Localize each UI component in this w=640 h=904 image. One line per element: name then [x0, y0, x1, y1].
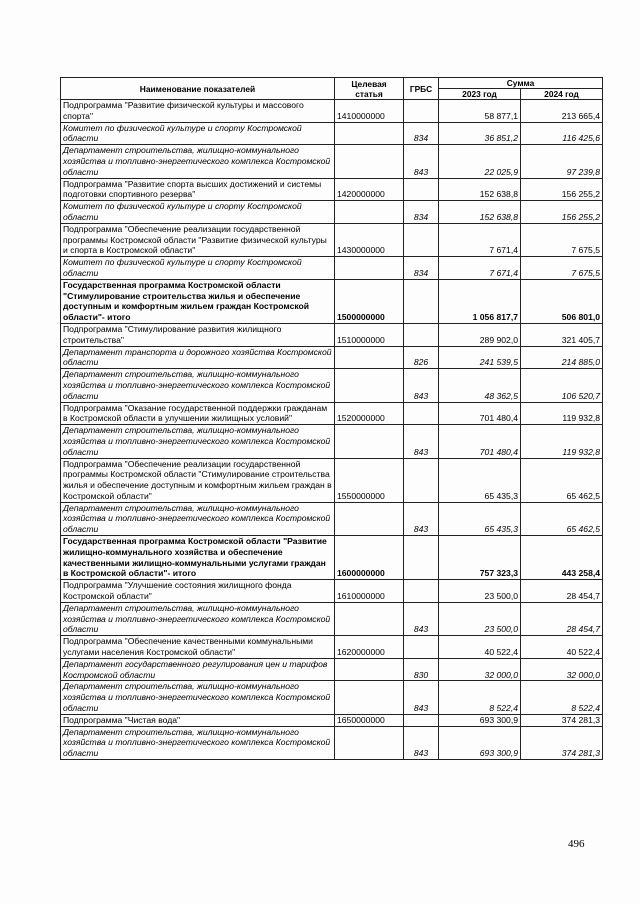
- row-2024-value: 40 522,4: [521, 636, 603, 659]
- header-year-2024: 2024 год: [521, 89, 603, 100]
- row-grbs-cell: [404, 178, 439, 201]
- row-code-cell: [335, 346, 404, 369]
- row-2024-value: 156 255,2: [521, 178, 603, 201]
- row-2023-value: 22 025,9: [439, 145, 521, 178]
- row-2023-value: 23 500,0: [439, 602, 521, 635]
- row-grbs-cell: 826: [404, 346, 439, 369]
- row-2024-value: 106 520,7: [521, 369, 603, 402]
- row-grbs-cell: 843: [404, 602, 439, 635]
- row-grbs-cell: 843: [404, 145, 439, 178]
- row-code-cell: 1430000000: [335, 223, 404, 256]
- row-name-cell: Департамент строительства, жилищно-коммунального хозяйства и топливно-энергетического комплекса Костромской области: [61, 681, 335, 714]
- subprogram-row: [61, 178, 603, 201]
- row-2024-value: 213 665,4: [521, 100, 603, 123]
- header-code: Целевая статья: [335, 78, 404, 100]
- row-name-cell: Государственная программа Костромской области "Развитие жилищно-коммунального хозяйства и обеспечение качественными жилищно-коммунальными услугами граждан в Костромской области"- итого: [61, 536, 335, 580]
- subprogram-row: [61, 580, 603, 603]
- row-code-cell: [335, 145, 404, 178]
- row-2023-value: 65 435,3: [439, 502, 521, 535]
- row-2023-value: 8 522,4: [439, 681, 521, 714]
- row-name-cell: Департамент строительства, жилищно-коммунального хозяйства и топливно-энергетического комплекса Костромской области: [61, 145, 335, 178]
- row-2023-value: 65 435,3: [439, 458, 521, 502]
- row-2023-value: 7 671,4: [439, 257, 521, 280]
- row-code-cell: [335, 122, 404, 145]
- row-code-cell: [335, 502, 404, 535]
- row-code-cell: [335, 257, 404, 280]
- row-name-cell: Подпрограмма "Стимулирование развития жилищного строительства": [61, 323, 335, 346]
- row-2024-value: 321 405,7: [521, 323, 603, 346]
- row-code-cell: 1500000000: [335, 279, 404, 323]
- row-2023-value: 40 522,4: [439, 636, 521, 659]
- row-2023-value: 1 056 817,7: [439, 279, 521, 323]
- row-name-cell: Департамент строительства, жилищно-коммунального хозяйства и топливно-энергетического комплекса Костромской области: [61, 369, 335, 402]
- row-code-cell: 1600000000: [335, 536, 404, 580]
- row-2024-value: 32 000,0: [521, 658, 603, 681]
- row-name-cell: Подпрограмма "Обеспечение качественными коммунальными услугами населения Костромской области": [61, 636, 335, 659]
- row-grbs-cell: [404, 402, 439, 425]
- row-code-cell: 1650000000: [335, 714, 404, 726]
- header-grbs: ГРБС: [404, 78, 439, 100]
- row-grbs-cell: 830: [404, 658, 439, 681]
- page-number: 496: [568, 838, 585, 850]
- row-name-cell: Комитет по физической культуре и спорту Костромской области: [61, 257, 335, 280]
- row-code-cell: 1550000000: [335, 458, 404, 502]
- subprogram-row: [61, 402, 603, 425]
- row-name-cell: Департамент государственного регулирования цен и тарифов Костромской области: [61, 658, 335, 681]
- subprogram-row: [61, 100, 603, 123]
- row-code-cell: [335, 201, 404, 224]
- row-2023-value: 701 480,4: [439, 425, 521, 458]
- department-row: [61, 658, 603, 681]
- row-grbs-cell: 834: [404, 257, 439, 280]
- row-name-cell: Комитет по физической культуре и спорту Костромской области: [61, 122, 335, 145]
- budget-table: [60, 77, 603, 760]
- row-grbs-cell: [404, 714, 439, 726]
- row-2024-value: 119 932,8: [521, 425, 603, 458]
- row-2024-value: 119 932,8: [521, 402, 603, 425]
- row-grbs-cell: [404, 536, 439, 580]
- subprogram-row: [61, 458, 603, 502]
- row-2024-value: 8 522,4: [521, 681, 603, 714]
- row-name-cell: Государственная программа Костромской области "Стимулирование строительства жилья и обеспечение доступным и комфортным жильем граждан Костромской области"- итого: [61, 279, 335, 323]
- department-row: [61, 145, 603, 178]
- row-grbs-cell: 843: [404, 681, 439, 714]
- row-grbs-cell: 843: [404, 425, 439, 458]
- row-2024-value: 116 425,6: [521, 122, 603, 145]
- row-2024-value: 214 885,0: [521, 346, 603, 369]
- row-name-cell: Департамент строительства, жилищно-коммунального хозяйства и топливно-энергетического комплекса Костромской области: [61, 502, 335, 535]
- row-name-cell: Департамент строительства, жилищно-коммунального хозяйства и топливно-энергетического комплекса Костромской области: [61, 726, 335, 759]
- row-2024-value: 7 675,5: [521, 257, 603, 280]
- row-grbs-cell: [404, 323, 439, 346]
- department-row: [61, 201, 603, 224]
- program-total-row: [61, 279, 603, 323]
- row-code-cell: 1610000000: [335, 580, 404, 603]
- row-name-cell: Департамент транспорта и дорожного хозяйства Костромской области: [61, 346, 335, 369]
- row-grbs-cell: [404, 458, 439, 502]
- table-header: [61, 78, 603, 100]
- row-grbs-cell: [404, 223, 439, 256]
- row-2023-value: 241 539,5: [439, 346, 521, 369]
- row-2023-value: 23 500,0: [439, 580, 521, 603]
- row-2024-value: 28 454,7: [521, 580, 603, 603]
- row-name-cell: Департамент строительства, жилищно-коммунального хозяйства и топливно-энергетического комплекса Костромской области: [61, 425, 335, 458]
- subprogram-row: [61, 223, 603, 256]
- row-2024-value: 374 281,3: [521, 714, 603, 726]
- row-code-cell: [335, 681, 404, 714]
- row-2024-value: 28 454,7: [521, 602, 603, 635]
- row-name-cell: Департамент строительства, жилищно-коммунального хозяйства и топливно-энергетического комплекса Костромской области: [61, 602, 335, 635]
- header-name: Наименование показателей: [61, 78, 335, 100]
- row-grbs-cell: 834: [404, 122, 439, 145]
- header-sum: Сумма: [439, 78, 603, 89]
- row-grbs-cell: 843: [404, 726, 439, 759]
- row-name-cell: Подпрограмма "Развитие физической культуры и массового спорта": [61, 100, 335, 123]
- department-row: [61, 425, 603, 458]
- row-name-cell: Подпрограмма "Оказание государственной поддержки гражданам в Костромской области в улучшении жилищных условий": [61, 402, 335, 425]
- row-grbs-cell: 843: [404, 502, 439, 535]
- subprogram-row: [61, 714, 603, 726]
- row-code-cell: 1510000000: [335, 323, 404, 346]
- row-grbs-cell: 834: [404, 201, 439, 224]
- row-code-cell: [335, 726, 404, 759]
- department-row: [61, 257, 603, 280]
- row-grbs-cell: 843: [404, 369, 439, 402]
- row-code-cell: [335, 425, 404, 458]
- row-name-cell: Подпрограмма "Развитие спорта высших достижений и системы подготовки спортивного резерва": [61, 178, 335, 201]
- row-name-cell: Подпрограмма "Обеспечение реализации государственной программы Костромской области "Стимулирование строительства жилья и обеспечение доступным и комфортным жильем граждан в Костромской области": [61, 458, 335, 502]
- row-2023-value: 36 851,2: [439, 122, 521, 145]
- department-row: [61, 726, 603, 759]
- row-2024-value: 443 258,4: [521, 536, 603, 580]
- row-grbs-cell: [404, 279, 439, 323]
- row-2023-value: 701 480,4: [439, 402, 521, 425]
- row-2024-value: 65 462,5: [521, 502, 603, 535]
- header-year-2023: 2023 год: [439, 89, 521, 100]
- row-code-cell: [335, 658, 404, 681]
- subprogram-row: [61, 323, 603, 346]
- department-row: [61, 681, 603, 714]
- program-total-row: [61, 536, 603, 580]
- department-row: [61, 502, 603, 535]
- row-code-cell: 1410000000: [335, 100, 404, 123]
- row-2024-value: 506 801,0: [521, 279, 603, 323]
- row-2024-value: 65 462,5: [521, 458, 603, 502]
- row-2024-value: 156 255,2: [521, 201, 603, 224]
- row-2023-value: 7 671,4: [439, 223, 521, 256]
- department-row: [61, 122, 603, 145]
- row-code-cell: 1420000000: [335, 178, 404, 201]
- department-row: [61, 602, 603, 635]
- row-2023-value: 48 362,5: [439, 369, 521, 402]
- row-2023-value: 58 877,1: [439, 100, 521, 123]
- table-body: [61, 100, 603, 760]
- row-2023-value: 32 000,0: [439, 658, 521, 681]
- row-code-cell: 1520000000: [335, 402, 404, 425]
- row-code-cell: [335, 602, 404, 635]
- row-code-cell: 1620000000: [335, 636, 404, 659]
- row-code-cell: [335, 369, 404, 402]
- row-2023-value: 693 300,9: [439, 726, 521, 759]
- row-grbs-cell: [404, 636, 439, 659]
- row-2023-value: 152 638,8: [439, 178, 521, 201]
- department-row: [61, 369, 603, 402]
- row-2024-value: 97 239,8: [521, 145, 603, 178]
- row-name-cell: Комитет по физической культуре и спорту Костромской области: [61, 201, 335, 224]
- row-2023-value: 693 300,9: [439, 714, 521, 726]
- row-2023-value: 152 638,8: [439, 201, 521, 224]
- row-2023-value: 289 902,0: [439, 323, 521, 346]
- row-grbs-cell: [404, 100, 439, 123]
- row-name-cell: Подпрограмма "Обеспечение реализации государственной программы Костромской области "Развитие физической культуры и спорта в Костромской области": [61, 223, 335, 256]
- row-2024-value: 7 675,5: [521, 223, 603, 256]
- department-row: [61, 346, 603, 369]
- row-2024-value: 374 281,3: [521, 726, 603, 759]
- row-2023-value: 757 323,3: [439, 536, 521, 580]
- row-grbs-cell: [404, 580, 439, 603]
- subprogram-row: [61, 636, 603, 659]
- row-name-cell: Подпрограмма "Чистая вода": [61, 714, 335, 726]
- row-name-cell: Подпрограмма "Улучшение состояния жилищного фонда Костромской области": [61, 580, 335, 603]
